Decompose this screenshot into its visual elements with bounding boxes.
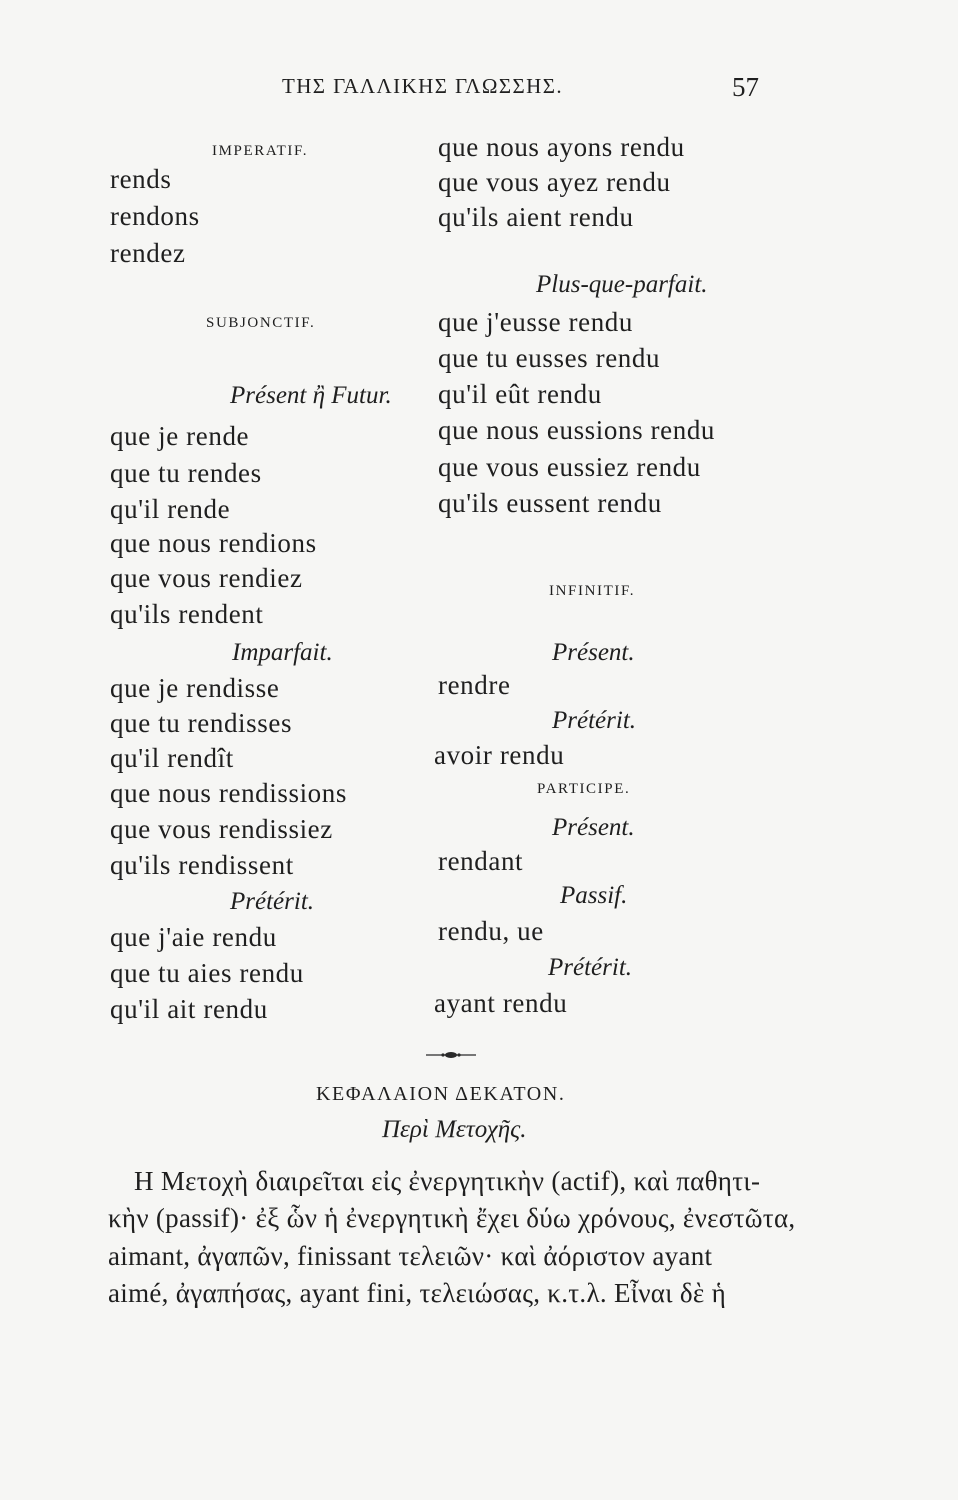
part-passif-heading: Passif. [560,882,628,909]
inf-present-form: rendre [438,670,511,700]
paragraph-line: aimant, ἀγαπῶν, finissant τελειῶν· καὶ ἀόριστον ayant [108,1241,713,1271]
inf-preterit-heading: Prétérit. [552,707,637,734]
participe-heading: PARTICIPE. [537,781,631,797]
perfect-form: que nous ayons rendu [438,132,685,162]
imparfait-form: que vous rendissiez [110,814,333,844]
plusqueparfait-form: que nous eussions rendu [438,415,716,445]
inf-preterit-form: avoir rendu [434,740,565,770]
paragraph-line: Η Μετοχὴ διαιρεῖται εἰς ἐνεργητικὴν (actif), καὶ παθητι- [134,1166,761,1196]
plusqueparfait-form: qu'il eût rendu [438,379,602,409]
preterit-form: qu'il ait rendu [110,994,268,1024]
preterit-heading: Prétérit. [230,888,315,915]
imparfait-heading: Imparfait. [232,639,333,666]
plusqueparfait-heading: Plus-que-parfait. [536,271,708,298]
perfect-form: qu'ils aient rendu [438,202,634,232]
imperatif-form: rends [110,164,172,194]
part-passif-form: rendu, ue [438,916,544,946]
part-present-form: rendant [438,846,524,876]
chapter-subtitle: Περὶ Μετοχῆς. [382,1116,527,1143]
present-form: qu'ils rendent [110,599,264,629]
plusqueparfait-form: que vous eussiez rendu [438,452,701,482]
ornament-divider-icon [426,1050,476,1060]
imparfait-form: qu'il rendît [110,743,234,773]
part-present-heading: Présent. [552,814,635,841]
chapter-title: ΚΕΦΑΛΑΙΟΝ ΔΕΚΑΤΟΝ. [316,1083,566,1105]
paragraph-line: κὴν (passif)· ἐξ ὧν ἡ ἐνεργητικὴ ἔχει δύω χρόνους, ἐνεστῶτα, [108,1203,796,1233]
plusqueparfait-form: que j'eusse rendu [438,307,634,337]
preterit-form: que tu aies rendu [110,958,304,988]
present-heading: Présent ἢ Futur. [230,382,392,409]
present-form: qu'il rende [110,494,231,524]
present-form: que vous rendiez [110,563,303,593]
part-preterit-form: ayant rendu [434,988,568,1018]
present-form: que je rende [110,421,250,451]
imparfait-form: que tu rendisses [110,708,293,738]
inf-present-heading: Présent. [552,639,635,666]
plusqueparfait-form: que tu eusses rendu [438,343,661,373]
subjonctif-heading: SUBJONCTIF. [206,315,316,331]
imperatif-form: rendons [110,201,200,231]
imperatif-form: rendez [110,238,186,268]
present-form: que tu rendes [110,458,262,488]
imparfait-form: que nous rendissions [110,778,347,808]
preterit-form: que j'aie rendu [110,922,277,952]
plusqueparfait-form: qu'ils eussent rendu [438,488,662,518]
imparfait-form: que je rendisse [110,673,280,703]
perfect-form: que vous ayez rendu [438,167,671,197]
page-number: 57 [732,72,759,102]
present-form: que nous rendions [110,528,317,558]
part-preterit-heading: Prétérit. [548,954,633,981]
imperatif-heading: IMPERATIF. [212,143,309,159]
imparfait-form: qu'ils rendissent [110,850,294,880]
paragraph-line: aimé, ἀγαπήσας, ayant fini, τελειώσας, κ.τ.λ. Εἶναι δὲ ἡ [108,1278,726,1308]
infinitif-heading: INFINITIF. [549,583,636,599]
running-header: ΤΗΣ ΓΑΛΛΙΚΗΣ ΓΛΩΣΣΗΣ. [282,74,563,98]
